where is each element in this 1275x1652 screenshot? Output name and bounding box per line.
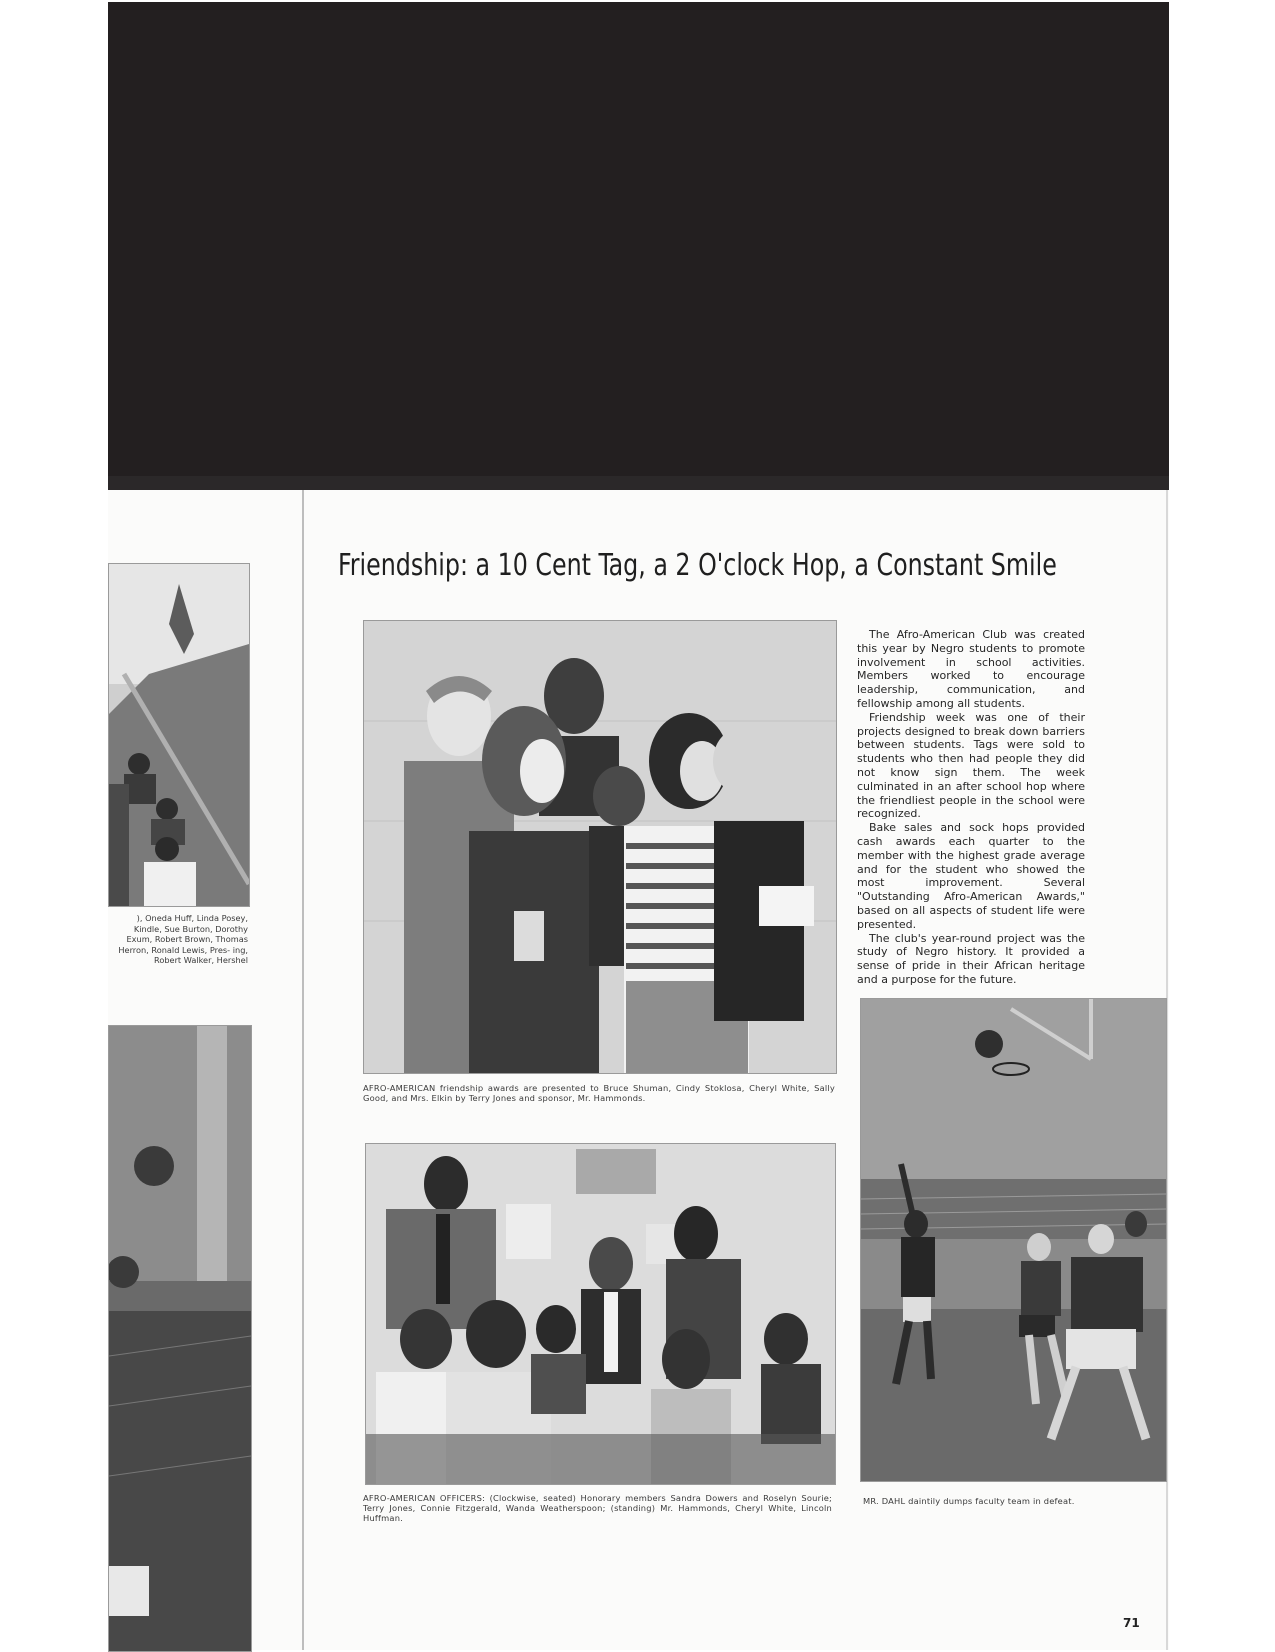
article-body [857,628,1085,987]
page-number: 71 [1123,1616,1140,1630]
page-headline: Friendship: a 10 Cent Tag, a 2 O'clock Hop, a Constant Smile [338,548,1057,583]
left-page-gym-photo-image [109,1026,251,1651]
page-gutter [302,490,304,1650]
black-redaction-block [108,2,1169,490]
friendship-awards-caption: AFRO-AMERICAN friendship awards are presented to Bruce Shuman, Cindy Stoklosa, Cheryl White, Sally Good, and Mrs. Elkin by Terry Jones and sponsor, Mr. Hammonds. [363,1083,835,1103]
left-page-photo-group-image [109,564,249,906]
officers-caption: AFRO-AMERICAN OFFICERS: (Clockwise, seated) Honorary members Sandra Dowers and Roselyn Sourie; Terry Jones, Connie Fitzgerald, Wanda Weatherspoon; (standing) Mr. Hammonds, Cheryl White, Lincoln Huffman. [363,1493,832,1523]
article-paragraph: Friendship week was one of their projects designed to break down barriers between students. Tags were sold to students who then had people they did not know sign them. The week culminated in an after school hop where the friendliest people in the school were recognized. [857,710,1085,821]
faculty-basketball-photo-image [861,999,1166,1481]
left-page-photo-group [108,563,250,907]
article-paragraph: The club's year-round project was the study of Negro history. It provided a sense of pride in their African heritage and a purpose for the future. [857,931,1085,986]
black-block-bottom-edge [108,476,1169,490]
faculty-basketball-photo [860,998,1167,1482]
friendship-awards-photo [363,620,837,1074]
article-paragraph: The Afro-American Club was created this year by Negro students to promote involvement in school activities. Members worked to encourage leadership, communication, and fellowship among all students. [857,628,1085,710]
friendship-awards-photo-image [364,621,836,1073]
left-page-caption: ), Oneda Huff, Linda Posey, Kindle, Sue Burton, Dorothy Exum, Robert Brown, Thomas Herron, Ronald Lewis, Pres- ing, Robert Walker, Hershel [118,913,248,965]
left-page-gym-photo [108,1025,252,1652]
officers-photo [365,1143,836,1485]
article-paragraph: Bake sales and sock hops provided cash awards each quarter to the member with the highest grade average and for the student who showed the most improvement. Several "Outstanding Afro-American Awards," based on all aspects of student life were presented. [857,821,1085,931]
basketball-caption: MR. DAHL daintily dumps faculty team in defeat. [863,1496,1075,1506]
officers-photo-image [366,1144,835,1484]
